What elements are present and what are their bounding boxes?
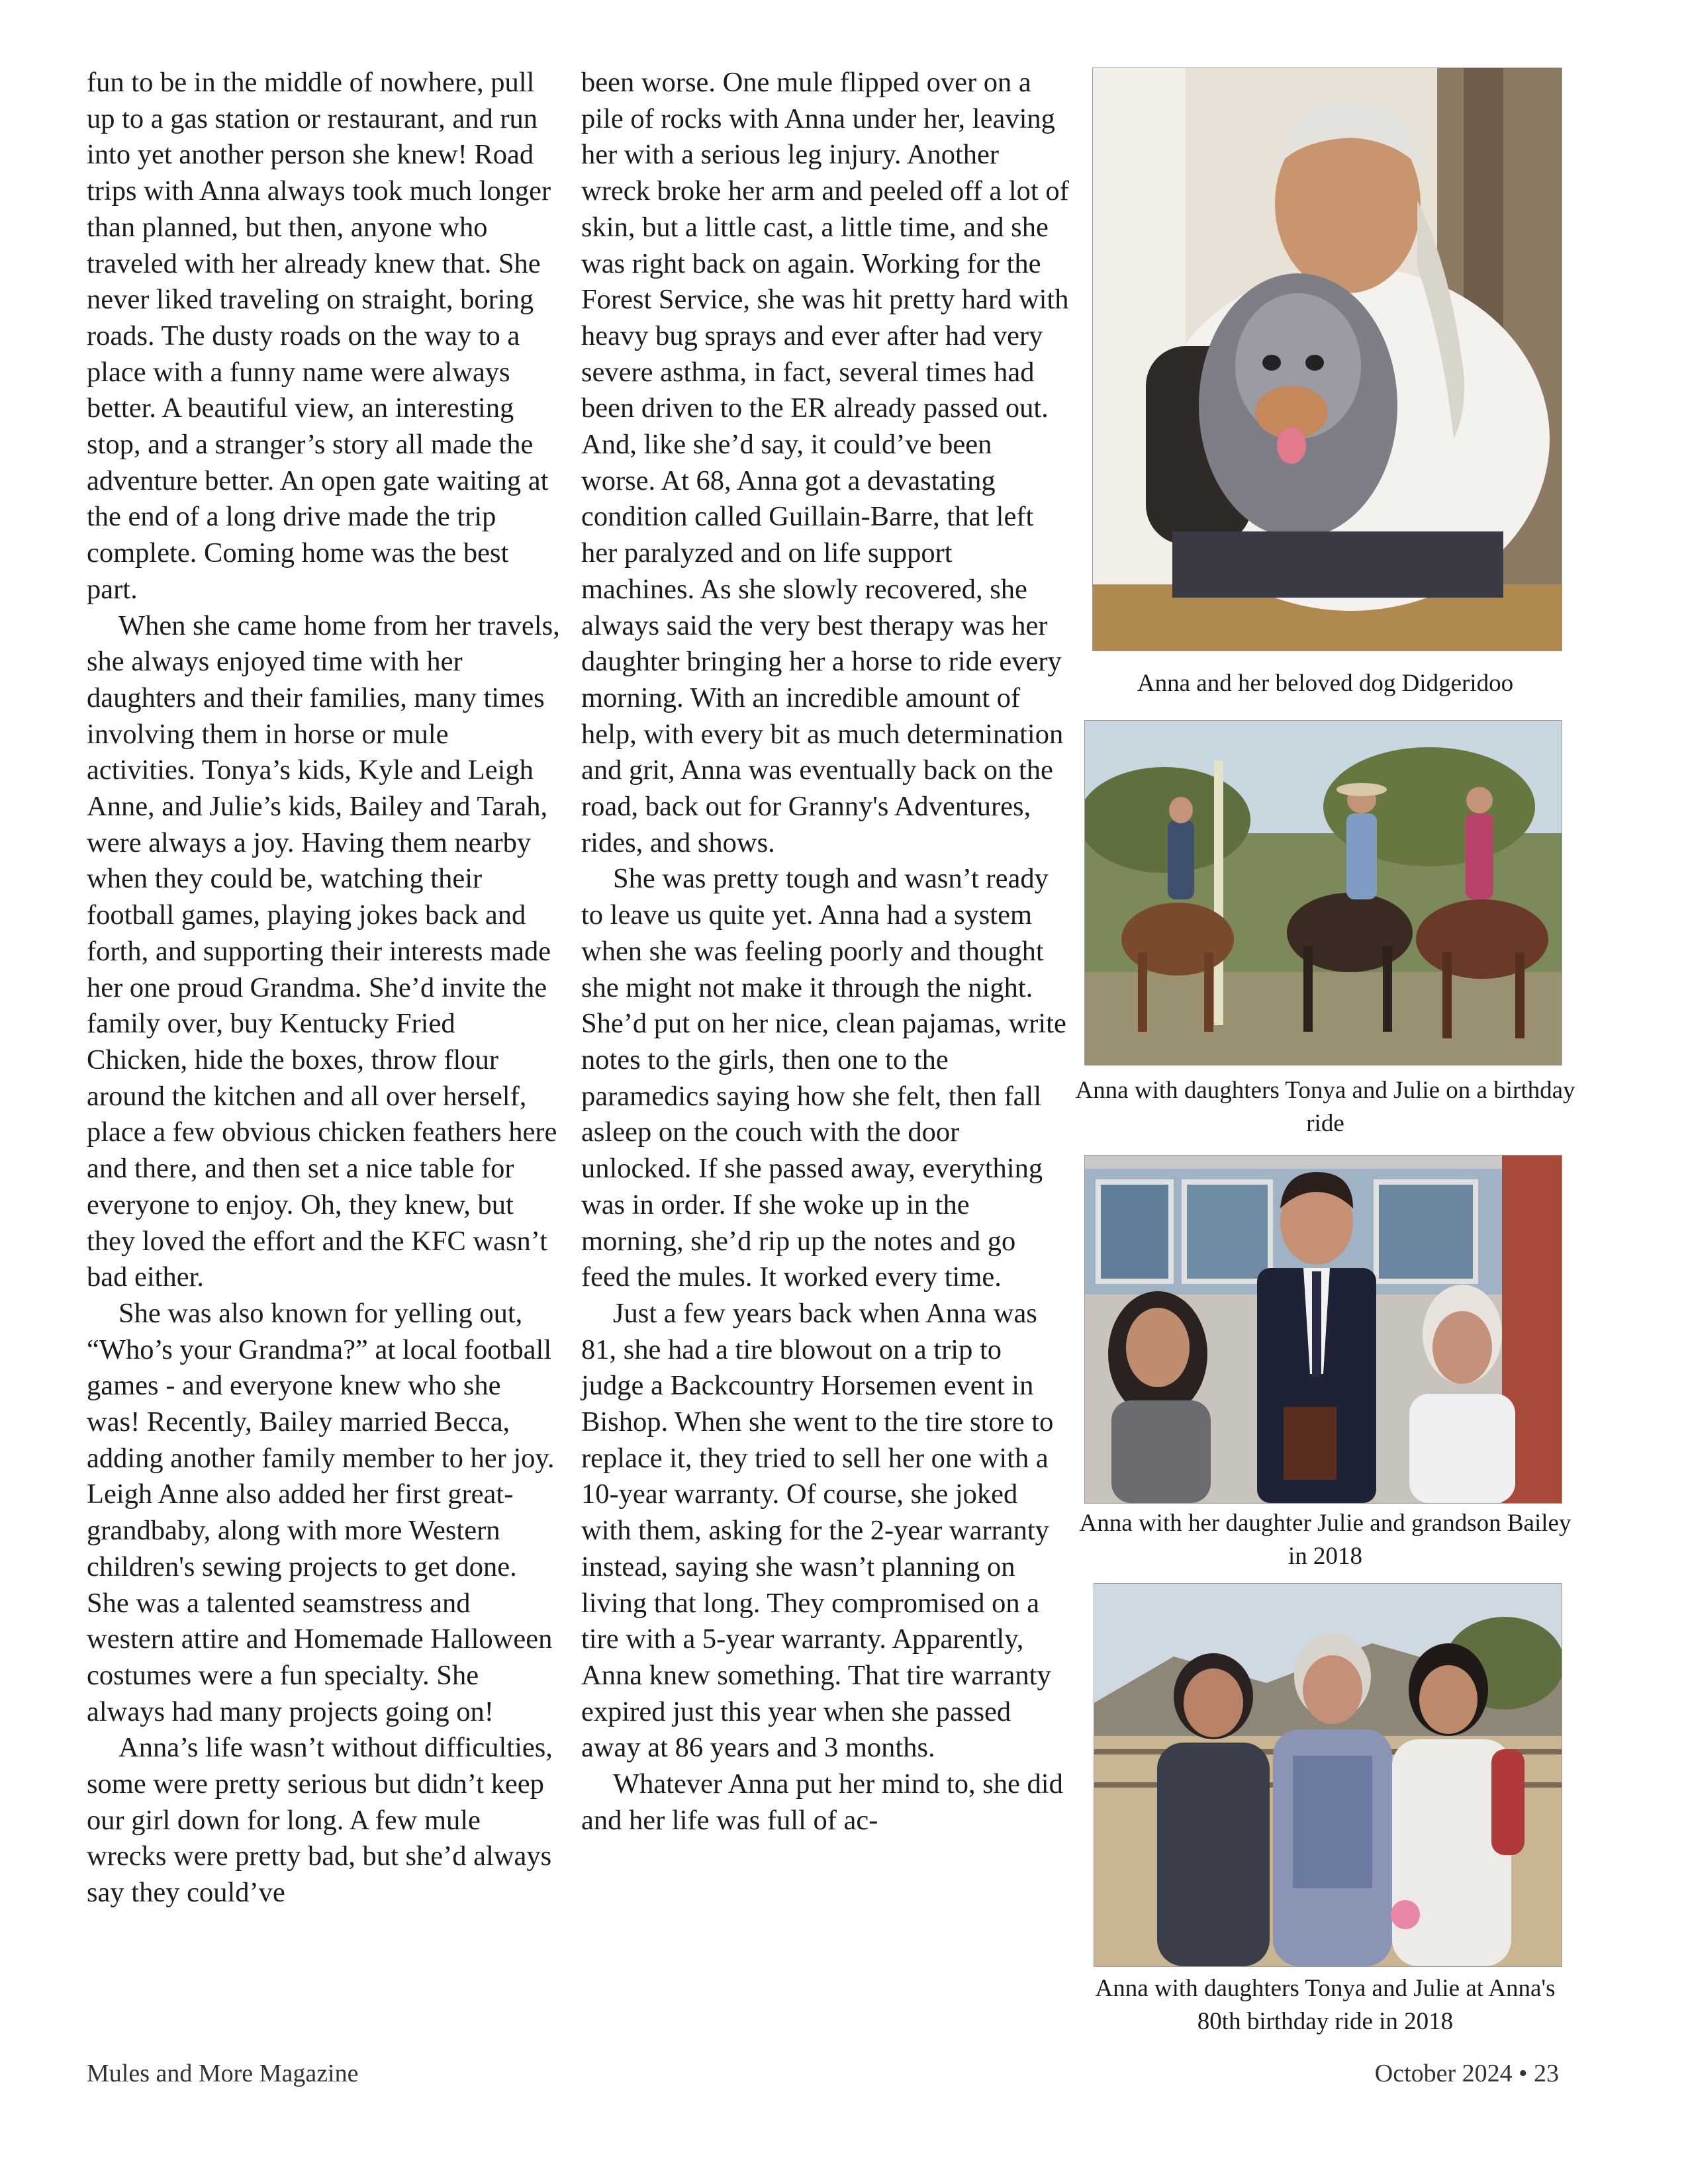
article-column-2	[581, 65, 1071, 1839]
photo-80th-birthday	[1094, 1583, 1562, 1967]
photo-caption: Anna and her beloved dog Didgeridoo	[1137, 670, 1514, 697]
paragraph: When she came home from her travels, she always enjoyed time with her daughters and their families, many times involving them in horse or mule activities. Tonya’s kids, Kyle and Leigh Anne, and Julie’s kids, Bailey and Tarah, were always a joy. Having them nearby when they could be, watching their football games, playing jokes back and forth, and supporting their interests made her one proud Grandma. She’d invite the family over, buy Kentucky Fried Chicken, hide the boxes, throw flour around the kitchen and all over herself, place a few obvious chicken feathers here and there, and then set a nice table for everyone to enjoy. Oh, they knew, but they loved the effort and the KFC wasn’t bad either.	[87, 610, 560, 1293]
paragraph: Anna’s life wasn’t without difficulties, some were pretty serious but didn’t keep our girl down for long. A few mule wrecks were pretty bad, but she’d always say they could’ve	[87, 1732, 553, 1909]
paragraph: She was pretty tough and wasn’t ready to leave us quite yet. Anna had a system when she was feeling poorly and thought she might not make it through the night. She’d put on her nice, clean pajamas, write notes to the girls, then one to the paramedics saying how she felt, then fall asleep on the couch with the door unlocked. If she passed away, everything was in order. If she woke up in the morning, she’d rip up the notes and go feed the mules. It worked every time.	[581, 863, 1066, 1293]
paragraph: been worse. One mule flipped over on a pile of rocks with Anna under her, leaving her with a serious leg injury. Another wreck broke her arm and peeled off a lot of skin, but a little cast, a little time, and she was right back on again. Working for the Forest Service, she was hit pretty hard with heavy bug sprays and ever after had very severe asthma, in fact, several times had been driven to the ER already passed out. And, like she’d say, it could’ve been worse. At 68, Anna got a devastating condition called Guillain-Barre, that left her paralyzed and on life support machines. As she slowly recovered, she always said the very best therapy was her daughter bringing her a horse to ride every morning. With an incredible amount of help, with every bit as much determination and grit, Anna was eventually back on the road, back out for Granny's Adventures, rides, and shows.	[581, 67, 1069, 858]
footer-publication: Mules and More Magazine	[87, 2060, 359, 2087]
paragraph: Just a few years back when Anna was 81, she had a tire blowout on a trip to judge a Backcountry Horsemen event in Bishop. When she went to the tire store to replace it, they tried to sell her one with a 10-year warranty. Of course, she joked with them, asking for the 2-year warranty instead, saying she wasn’t planning on living that long. They compromised on a tire with a 5-year warranty. Apparently, Anna knew something. That tire warranty expired just this year when she passed away at 86 years and 3 months.	[581, 1297, 1054, 1764]
photo-birthday-ride	[1084, 720, 1562, 1066]
paragraph: Whatever Anna put her mind to, she did and her life was full of ac-	[581, 1768, 1063, 1836]
photo-graduation	[1084, 1155, 1562, 1504]
footer-issue-page: October 2024 • 23	[1374, 2060, 1559, 2087]
photo-caption: Anna with her daughter Julie and grandson Bailey in 2018	[1079, 1510, 1571, 1570]
photo-anna-with-dog	[1092, 68, 1562, 651]
paragraph: fun to be in the middle of nowhere, pull up to a gas station or restaurant, and run into yet another person she knew! Road trips with Anna always took much longer than planned, but then, anyone who traveled with her already knew that. She never liked traveling on straight, boring roads. The dusty roads on the way to a place with a funny name were always better. A beautiful view, an interesting stop, and a stranger’s story all made the adventure better. An open gate waiting at the end of a long drive made the trip complete. Coming home was the best part.	[87, 67, 551, 605]
paragraph: She was also known for yelling out, “Who’s your Grandma?” at local football games - and everyone knew who she was! Recently, Bailey married Becca, adding another family member to her joy. Leigh Anne also added her first great-grandbaby, along with more Western children's sewing projects to get done. She was a talented seamstress and western attire and Homemade Halloween costumes were a fun specialty. She always had many projects going on!	[87, 1297, 555, 1727]
article-column-1	[87, 65, 561, 1911]
photo-caption: Anna with daughters Tonya and Julie at Anna's 80th birthday ride in 2018	[1095, 1975, 1556, 2035]
photo-caption: Anna with daughters Tonya and Julie on a birthday ride	[1075, 1077, 1575, 1137]
